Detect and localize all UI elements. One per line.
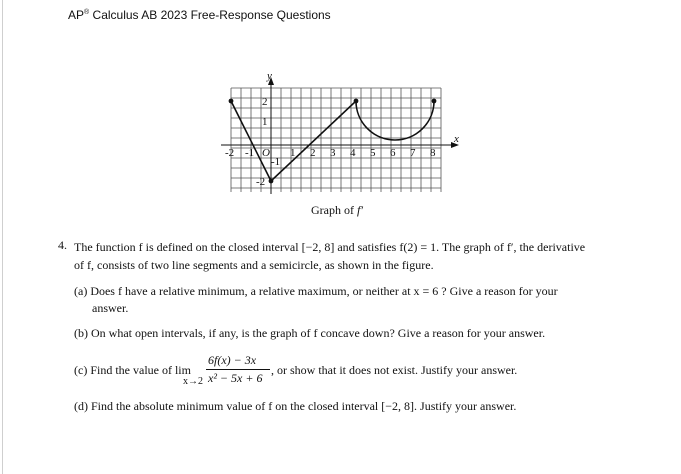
question-stem [74,238,644,274]
limit-numerator: 6f(x) − 3x [208,353,257,367]
endpoint-peak [354,99,359,104]
x-tick-label: -2 [225,147,235,159]
y-tick-label: 2 [262,96,268,108]
part-a [74,283,558,317]
caption-function: f′ [356,203,363,217]
endpoint-left [229,99,234,104]
x-tick-label: 1 [290,147,296,159]
fprime-segment-2 [271,101,356,181]
x-tick-label: 8 [430,147,436,159]
y-tick-label: -1 [271,156,281,168]
fprime-semicircle [356,101,434,140]
part-a-line: (a) Does f have a relative minimum, a relative maximum, or neither at x = 6 ? Give a reason for your [74,284,558,298]
derivative-graph [215,68,465,198]
header-title: Calculus AB 2023 Free-Response Questions [92,8,331,22]
y-axis-label: y [267,70,272,82]
part-b: (b) On what open intervals, if any, is the graph of f concave down? Give a reason for your answer. [74,326,546,340]
fraction-bar [206,369,270,370]
limit-subscript: x→2 [183,376,203,387]
x-tick-label: 2 [310,147,316,159]
x-axis-label: x [454,133,459,145]
registered-mark: ® [84,9,90,16]
graph-caption [311,203,363,218]
x-tick-label: -1 [245,147,255,159]
x-tick-label: 6 [390,147,396,159]
x-tick-label: 5 [370,147,376,159]
header-prefix: AP [68,8,85,22]
page-border [2,0,3,474]
y-tick-label: -2 [256,176,266,188]
y-tick-label: 1 [262,116,268,128]
x-tick-label: 7 [410,147,416,159]
caption-prefix: Graph of [311,203,357,217]
part-d: (d) Find the absolute minimum value of f on the closed interval [−2, 8]. Justify your answer. [74,399,517,413]
x-tick-label: 3 [330,147,336,159]
page-header [68,8,331,22]
part-c-label: (c) Find the value of lim [74,363,191,377]
origin-label: O [262,147,270,159]
question-stem-line: The function f is defined on the closed interval [−2, 8] and satisfies f(2) = 1. The graph of f′, the derivative [74,240,586,254]
question-number: 4. [58,238,67,252]
limit-denominator: x² − 5x + 6 [208,371,263,385]
part-a-line: answer. [92,301,129,315]
endpoint-right [432,99,437,104]
question-stem-line: of f, consists of two line segments and a semicircle, as shown in the figure. [74,258,434,272]
endpoint-vertex [269,179,274,184]
x-tick-label: 4 [350,147,356,159]
part-c-tail: , or show that it does not exist. Justify your answer. [271,363,518,377]
